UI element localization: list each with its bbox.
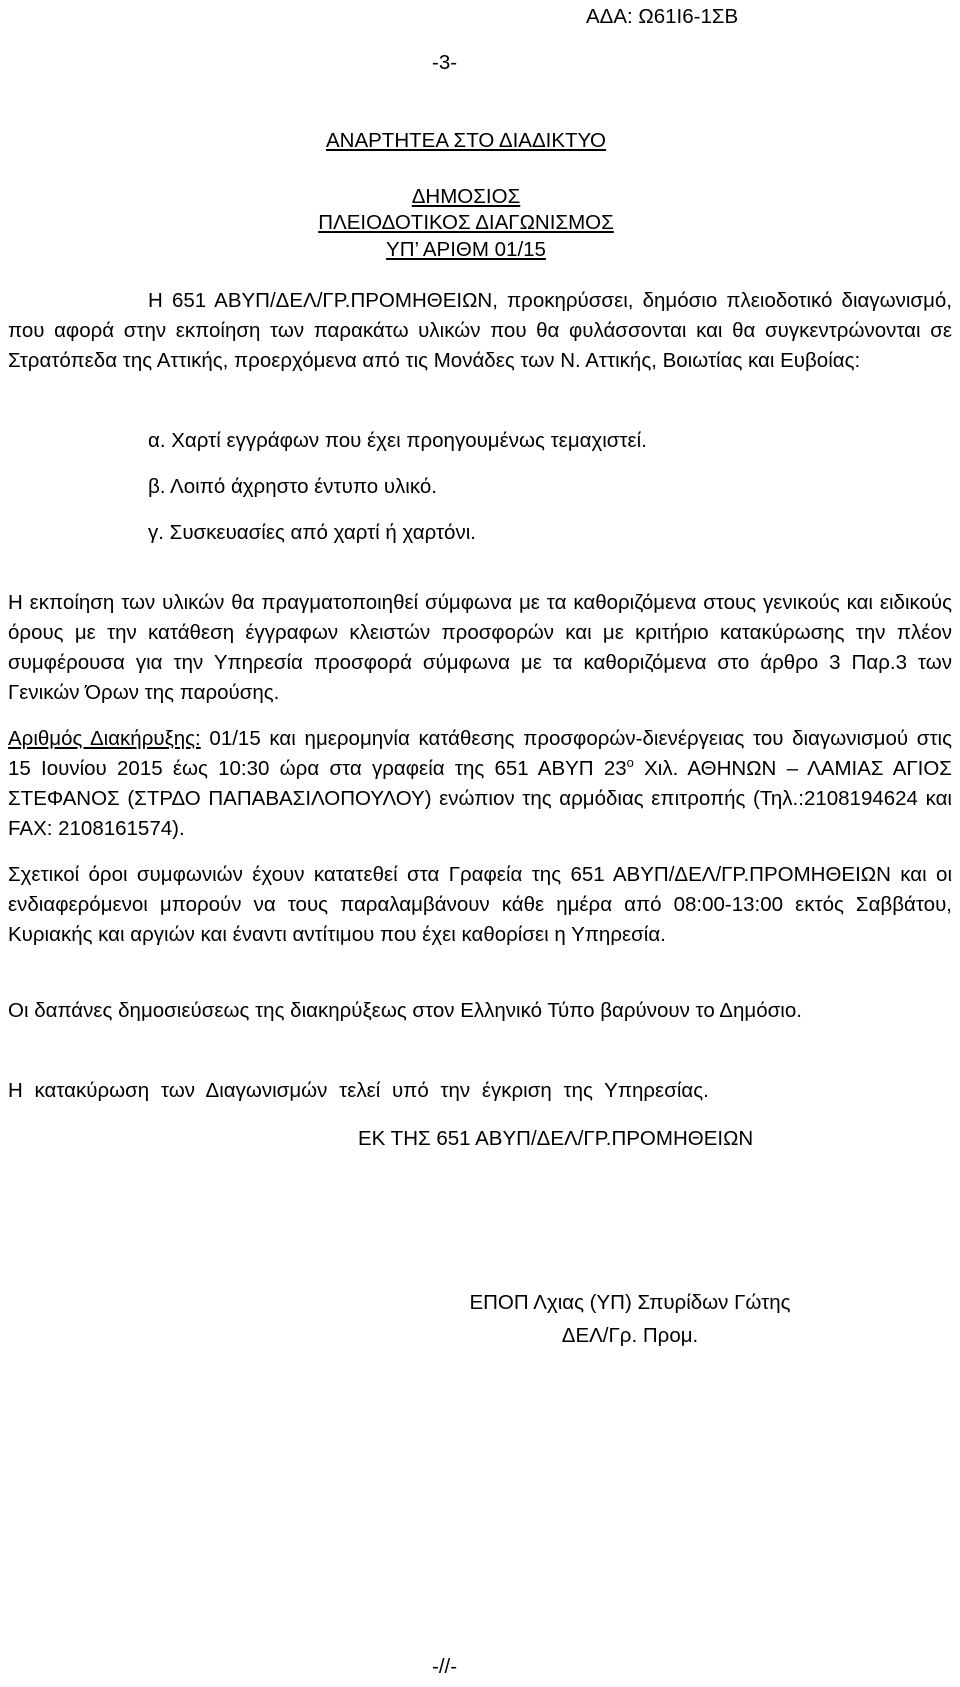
signature-name: ΕΠΟΠ Λχιας (ΥΠ) Σπυρίδων Γώτης — [469, 1291, 791, 1314]
title-public: ΔΗΜΟΣΙΟΣ — [411, 185, 521, 208]
terms-paragraph — [8, 860, 952, 950]
tender-number-text: 01/15 και ημερομηνία κατάθεσης προσφορών-διενέργειας του διαγωνισμού στις 15 Ιουνίου 2015 έως 10:30 ώρα στα γραφεία της 651 ΑΒΥΠ 23 — [8, 727, 952, 780]
intro-paragraph — [8, 286, 952, 376]
intro-text: Η 651 ΑΒΥΠ/ΔΕΛ/ΓΡ.ΠΡΟΜΗΘΕΙΩΝ, προκηρύσσει, δημόσιο πλειοδοτικό διαγωνισμό, που αφορά στην εκποίηση των παρακάτω υλικών που θα φυλάσσονται και θα συγκεντρώνονται σε Στρατόπεδα της Αττικής, προερχόμενα από τις Μονάδες των Ν. Αττικής, Βοιωτίας και Ευβοίας: — [8, 289, 952, 372]
ordinal-sup: ο — [626, 755, 634, 771]
terms-text: Σχετικοί όροι συμφωνιών έχουν κατατεθεί στα Γραφεία της 651 ΑΒΥΠ/ΔΕΛ/ΓΡ.ΠΡΟΜΗΘΕΙΩΝ και οι ενδιαφερόμενοι μπορούν να τους παραλαμβάνουν κάθε ημέρα από 08:00-13:00 εκτός Σαββάτου, Κυριακής και αργιών και έναντι αντίτιμου που έχει καθορίσει η Υπηρεσία. — [8, 863, 952, 946]
title-posting: ΑΝΑΡΤΗΤΕΑ ΣΤΟ ΔΙΑΔΙΚΤΥΟ — [325, 129, 607, 152]
title-tender: ΠΛΕΙΟΔΟΤΙΚΟΣ ΔΙΑΓΩΝΙΣΜΟΣ — [318, 211, 614, 234]
footer-marker: -//- — [432, 1655, 458, 1678]
tender-number-label: Αριθμός Διακήρυξης: — [8, 727, 201, 750]
award-paragraph — [8, 1074, 952, 1107]
list-item: β. Λοιπό άχρηστο έντυπο υλικό. — [148, 475, 437, 498]
award-text: Η κατακύρωση των Διαγωνισμών τελεί υπό την έγκριση της Υπηρεσίας. — [8, 1079, 709, 1102]
page-number: -3- — [432, 51, 458, 74]
list-item: γ. Συσκευασίες από χαρτί ή χαρτόνι. — [148, 521, 476, 544]
ada-code: ΑΔΑ: Ω61Ι6-1ΣΒ — [586, 5, 739, 28]
tender-number-paragraph — [8, 724, 952, 844]
signature-unit: ΕΚ ΤΗΣ 651 ΑΒΥΠ/ΔΕΛ/ΓΡ.ΠΡΟΜΗΘΕΙΩΝ — [358, 1127, 754, 1150]
costs-paragraph — [8, 996, 952, 1026]
title-number: ΥΠ’ ΑΡΙΘΜ 01/15 — [386, 238, 546, 261]
signature-role: ΔΕΛ/Γρ. Προμ. — [561, 1324, 699, 1347]
execution-paragraph — [8, 588, 952, 708]
execution-text: Η εκποίηση των υλικών θα πραγματοποιηθεί σύμφωνα με τα καθοριζόμενα στους γενικούς και ειδικούς όρους με την κατάθεση έγγραφων κλειστών προσφορών και με κριτήριο κατακύρωσης την πλέον συμφέρουσα για την Υπηρεσία προσφορά σύμφωνα με τα καθοριζόμενα στο άρθρο 3 Παρ.3 των Γενικών Όρων της παρούσης. — [8, 591, 952, 704]
item-list — [148, 424, 647, 562]
costs-text: Οι δαπάνες δημοσιεύσεως της διακηρύξεως στον Ελληνικό Τύπο βαρύνουν το Δημόσιο. — [8, 999, 802, 1022]
signature-block — [440, 1286, 820, 1352]
tender-location-text: Χιλ. ΑΘΗΝΩΝ – ΛΑΜΙΑΣ ΑΓΙΟΣ ΣΤΕΦΑΝΟΣ (ΣΤΡΔΟ ΠΑΠΑΒΑΣΙΛΟΠΟΥΛΟΥ) ενώπιον της αρμόδιας επιτροπής (Τηλ.:2108194624 και FAX: 2108161574). — [8, 757, 952, 840]
list-item: α. Χαρτί εγγράφων που έχει προηγουμένως τεμαχιστεί. — [148, 429, 647, 452]
